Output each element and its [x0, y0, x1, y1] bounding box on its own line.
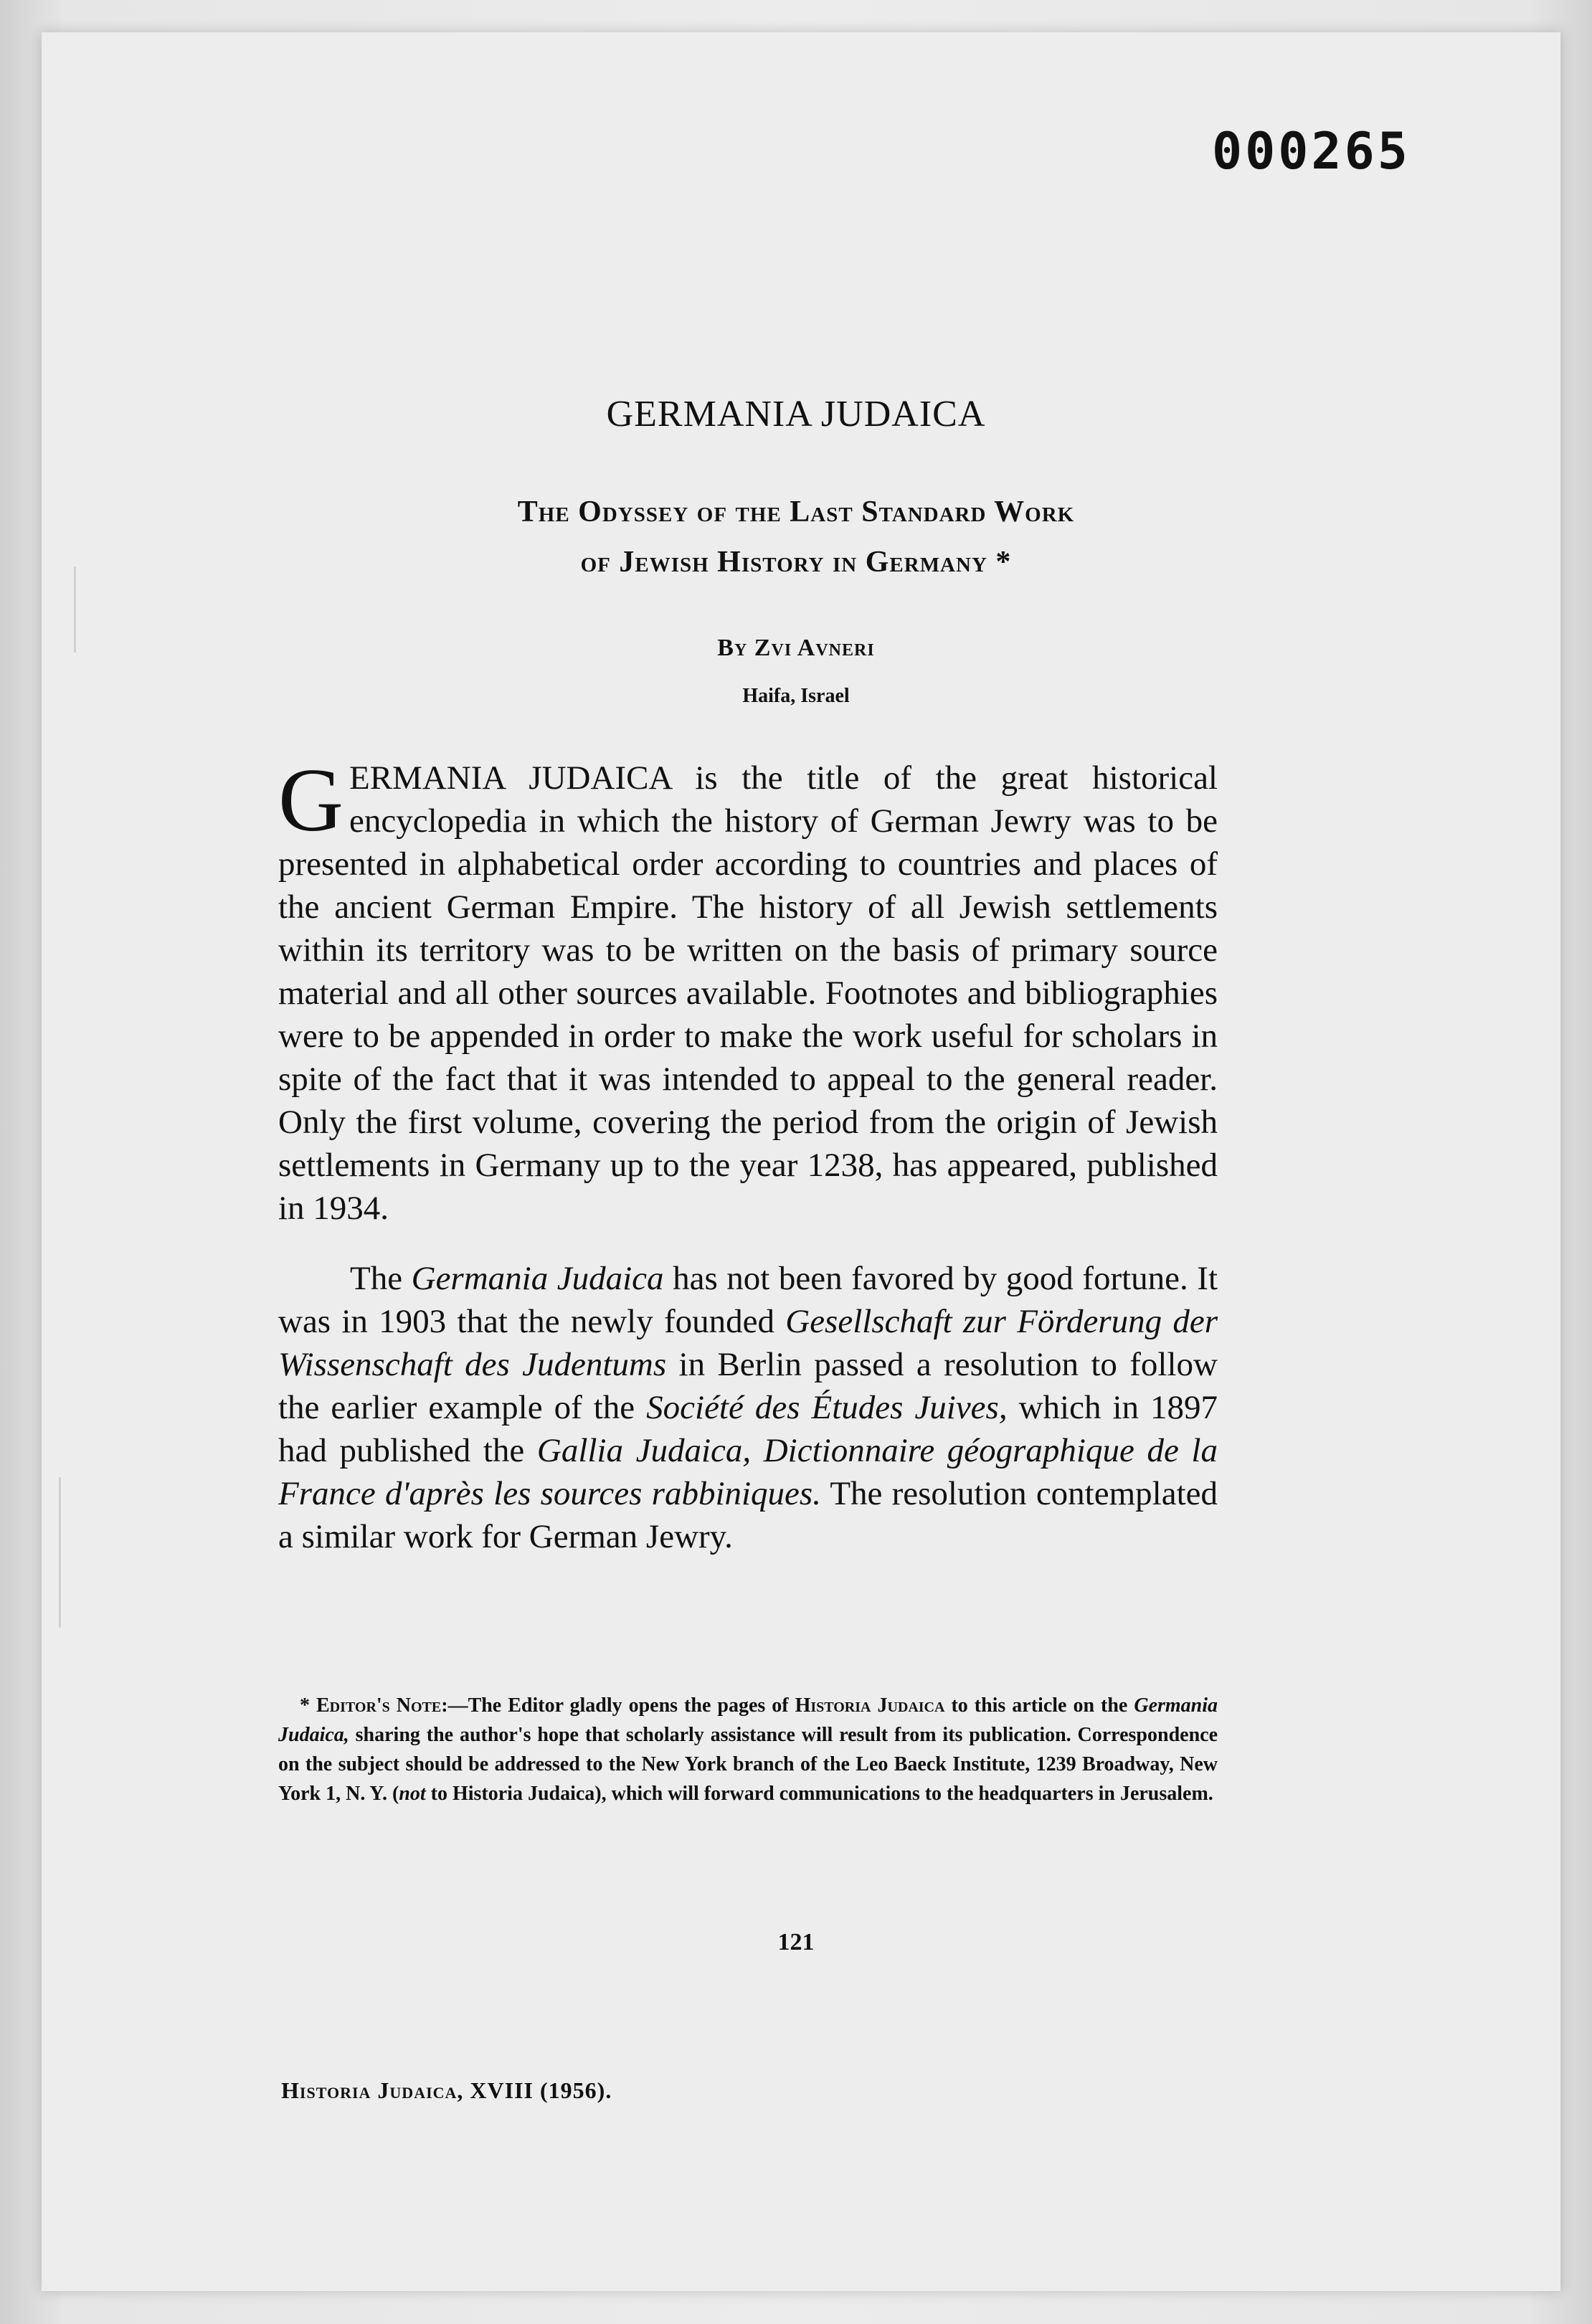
- journal-citation: [281, 2077, 612, 2104]
- text-run: to Historia Judaica), which will forward communications to the headquarters in Jerusalem.: [425, 1783, 1213, 1805]
- article-title: GERMANIA JUDAICA: [606, 394, 986, 435]
- editors-footnote: [278, 1691, 1218, 1808]
- text-run: The resolution contemplated a similar work for German Jewry.: [278, 1475, 1218, 1555]
- italic-run: not: [399, 1783, 426, 1805]
- paragraph-2: [278, 1257, 1218, 1558]
- text-run: in Berlin passed a resolution to follow the earlier example of the: [278, 1346, 1218, 1426]
- paragraph-1: [278, 751, 1218, 1230]
- text-run: has not been favored by good fortune. It was in 1903 that the newly founded: [278, 1260, 1218, 1340]
- drop-cap: G: [278, 751, 343, 850]
- archive-stamp-number: 000265: [1212, 122, 1411, 181]
- citation-volume: , XVIII (1956).: [457, 2077, 612, 2103]
- article-body: [278, 751, 1218, 1558]
- text-run: —The Editor gladly opens the pages of: [447, 1694, 795, 1717]
- text-run: to this article on the: [944, 1694, 1134, 1717]
- italic-run: Germania Judaica,: [278, 1694, 1218, 1746]
- paragraph-1-text: ERMANIA JUDAICA is the title of the great historical encyclopedia in which the history of German Jewry was to be presented in alphabetical order according to countries and places of the ancient German Empire. The history of all Jewish settlements within its territory was to be written on the basis of primary source material and all other sources available. Footnotes and bibliographies were to be appended in order to make the work useful for scholars in spite of the fact that it was intended to appeal to the general reader. Only the first volume, covering the period from the origin of Jewish settlements in Germany up to the year 1238, has appeared, published in 1934.: [278, 759, 1218, 1227]
- journal-name: Historia Judaica: [795, 1694, 945, 1717]
- text-run: which in 1897 had published the: [278, 1389, 1218, 1469]
- article-subtitle-line2: of Jewish History in Germany *: [580, 546, 1012, 579]
- italic-run: Gesellschaft zur Förderung der Wissenschaft des Judentums: [278, 1303, 1218, 1383]
- italic-run: Germania Judaica: [411, 1260, 664, 1297]
- author-byline: By Zvi Avneri: [717, 635, 875, 661]
- italic-run: Société des Études Juives,: [646, 1389, 1008, 1426]
- edge-mark: [59, 1477, 61, 1628]
- author-location: Haifa, Israel: [742, 685, 850, 707]
- text-run: sharing the author's hope that scholarly assistance will result from its publication. Correspondence on the subject should be addressed to the New York branch of the Leo Baeck Institute, 1239 Broadway, New York 1, N. Y. (: [278, 1724, 1218, 1805]
- footnote-marker: *: [300, 1694, 316, 1717]
- page-number: 121: [777, 1929, 815, 1955]
- text-run: The: [350, 1260, 412, 1297]
- italic-run: Gallia Judaica, Dictionnaire géographique de la France d'après les sources rabbiniques.: [278, 1432, 1218, 1512]
- citation-journal: Historia Judaica: [281, 2077, 458, 2103]
- footnote-label: Editor's Note:: [316, 1694, 448, 1717]
- article-subtitle-line1: The Odyssey of the Last Standard Work: [517, 495, 1075, 528]
